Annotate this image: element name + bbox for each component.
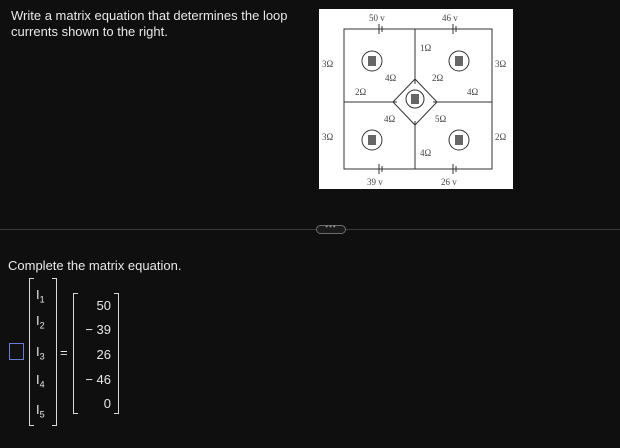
res-center-bottom: 4Ω — [420, 148, 432, 158]
prompt-text: Complete the matrix equation. — [8, 258, 182, 273]
source-label-top-2: 46 v — [442, 13, 458, 23]
current-i3: $I_3$ — [36, 344, 45, 362]
res-diag-ll: 4Ω — [384, 114, 396, 124]
equals-sign: = — [60, 345, 68, 360]
rhs-value-5: 0 — [103, 396, 111, 411]
res-center-top: 1Ω — [420, 43, 432, 53]
question-text: Write a matrix equation that determines the loop currents shown to the right. — [11, 8, 288, 39]
res-left-upper: 3Ω — [322, 59, 334, 69]
res-diag-ur: 2Ω — [432, 73, 444, 83]
res-left-mid: 2Ω — [355, 87, 367, 97]
source-label-top-1: 50 v — [369, 13, 385, 23]
res-diag-ul: 4Ω — [385, 73, 397, 83]
res-right-lower: 2Ω — [495, 132, 507, 142]
res-diag-lr: 5Ω — [435, 114, 447, 124]
res-left-lower: 3Ω — [322, 132, 334, 142]
res-right-mid: 4Ω — [467, 87, 479, 97]
rhs-value-2: − 39 — [85, 322, 111, 337]
circuit-figure — [319, 9, 513, 189]
current-vector-left-bracket — [29, 278, 34, 426]
rhs-value-3: 26 — [96, 347, 111, 362]
current-i1: $I_1$ — [36, 287, 45, 305]
source-label-bottom-2: 26 v — [441, 177, 457, 187]
rhs-value-4: − 46 — [85, 372, 111, 387]
pane-divider — [0, 229, 620, 230]
current-i5: $I_5$ — [36, 402, 45, 420]
res-right-upper: 3Ω — [495, 59, 507, 69]
source-label-bottom-1: 39 v — [367, 177, 383, 187]
rhs-value-1: 50 — [96, 298, 111, 313]
circuit-diagram — [319, 9, 513, 189]
current-i2: $I_2$ — [36, 313, 45, 331]
divider-handle[interactable] — [316, 225, 346, 234]
coefficient-matrix-input[interactable] — [9, 343, 24, 360]
rhs-vector-right-bracket — [114, 293, 119, 414]
current-i4: $I_4$ — [36, 372, 45, 390]
